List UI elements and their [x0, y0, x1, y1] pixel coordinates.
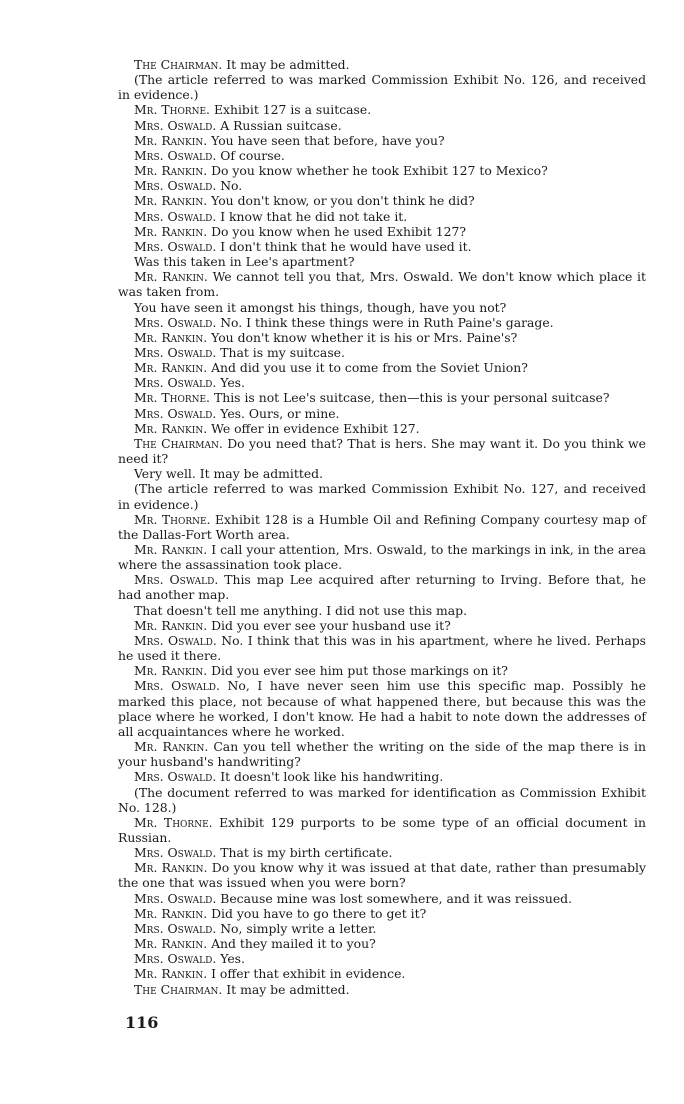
statement-text: You have seen it amongst his things, though, have you not? — [134, 299, 507, 315]
statement-text: Do you know why it was issued at that date, rather than presumably the one that was issued when you were born? — [118, 860, 646, 891]
testimony-line — [118, 815, 646, 845]
transcript-body — [118, 57, 646, 997]
speaker-name: Mrs. Oswald. — [134, 208, 217, 224]
speaker-name: Mrs. Oswald. — [134, 769, 217, 785]
testimony-line — [118, 921, 646, 936]
statement-text: I know that he did not take it. — [220, 208, 408, 224]
statement-text: Was this taken in Lee's apartment? — [134, 254, 355, 270]
statement-text: That is my birth certificate. — [220, 845, 393, 861]
speaker-name: Mr. Rankin. — [134, 163, 208, 179]
statement-text: I call your attention, Mrs. Oswald, to the markings in ink, in the area where the assassination took place. — [118, 542, 646, 573]
statement-text: It may be admitted. — [226, 981, 350, 997]
testimony-line — [118, 406, 646, 421]
speaker-name: Mrs. Oswald. — [134, 375, 217, 391]
statement-text: Exhibit 128 is a Humble Oil and Refining Company courtesy map of the Dallas-Fort Worth area. — [118, 511, 646, 542]
statement-text: This map Lee acquired after returning to Irving. Before that, he had another map. — [118, 572, 646, 603]
statement-text: A Russian suitcase. — [220, 117, 342, 133]
testimony-note — [118, 254, 646, 269]
testimony-line — [118, 163, 646, 178]
testimony-line — [118, 421, 646, 436]
testimony-line — [118, 133, 646, 148]
testimony-note — [118, 466, 646, 481]
testimony-line — [118, 102, 646, 117]
speaker-name: Mrs. Oswald. — [134, 920, 217, 936]
speaker-name: Mrs. Oswald. — [134, 178, 217, 194]
speaker-name: The Chairman. — [134, 981, 223, 997]
statement-text: No. I think these things were in Ruth Paine's garage. — [220, 314, 554, 330]
speaker-name: Mrs. Oswald. — [134, 238, 217, 254]
speaker-name: Mr. Rankin. — [134, 329, 208, 345]
speaker-name: Mr. Rankin. — [134, 936, 208, 952]
speaker-name: Mr. Rankin. — [134, 905, 208, 921]
speaker-name: Mrs. Oswald. — [134, 344, 217, 360]
statement-text: I don't think that he would have used it. — [220, 238, 472, 254]
testimony-line — [118, 891, 646, 906]
speaker-name: Mr. Rankin. — [134, 223, 208, 239]
statement-text: Did you ever see him put those markings on it? — [211, 663, 508, 679]
testimony-line — [118, 148, 646, 163]
speaker-name: Mrs. Oswald. — [134, 951, 217, 967]
testimony-line — [118, 178, 646, 193]
testimony-line — [118, 269, 646, 299]
speaker-name: Mr. Rankin. — [134, 420, 208, 436]
speaker-name: Mrs. Oswald. — [134, 572, 219, 588]
speaker-name: Mr. Rankin. — [134, 617, 208, 633]
testimony-line — [118, 769, 646, 784]
speaker-name: Mrs. Oswald. — [134, 845, 217, 861]
testimony-line — [118, 845, 646, 860]
testimony-line — [118, 678, 646, 739]
testimony-line — [118, 345, 646, 360]
testimony-line — [118, 239, 646, 254]
testimony-note — [118, 300, 646, 315]
speaker-name: Mrs. Oswald. — [134, 314, 217, 330]
speaker-name: Mrs. Oswald. — [134, 117, 217, 133]
statement-text: I offer that exhibit in evidence. — [211, 966, 406, 982]
statement-text: And they mailed it to you? — [211, 936, 376, 952]
statement-text: This is not Lee's suitcase, then—this is your personal suitcase? — [213, 390, 610, 406]
speaker-name: Mr. Rankin. — [134, 739, 209, 755]
testimony-note — [118, 72, 646, 102]
testimony-line — [118, 982, 646, 997]
statement-text: (The article referred to was marked Commission Exhibit No. 127, and received in evidence.) — [118, 481, 646, 512]
testimony-note — [118, 785, 646, 815]
testimony-line — [118, 315, 646, 330]
statement-text: That is my suitcase. — [220, 344, 345, 360]
statement-text: No. I think that this was in his apartment, where he lived. Perhaps he used it there. — [118, 632, 646, 664]
testimony-line — [118, 739, 646, 769]
statement-text: No, I have never seen him use this specific map. Possibly he marked this place, not because of what happened there, but because this was the place where he worked, I don't know. He had a habit to note down the addresses of all acquaintances where he worked. — [118, 678, 646, 739]
testimony-line — [118, 542, 646, 572]
testimony-line — [118, 193, 646, 208]
statement-text: Exhibit 127 is a suitcase. — [213, 102, 372, 118]
testimony-note — [118, 603, 646, 618]
statement-text: (The document referred to was marked for identification as Commission Exhibit No. 128.) — [118, 784, 646, 815]
statement-text: Exhibit 129 purports to be some type of an official document in Russian. — [118, 814, 646, 845]
statement-text: You have seen that before, have you? — [211, 132, 445, 148]
testimony-line — [118, 906, 646, 921]
statement-text: No. — [220, 178, 243, 194]
testimony-line — [118, 390, 646, 405]
testimony-line — [118, 360, 646, 375]
speaker-name: Mr. Rankin. — [134, 663, 208, 679]
statement-text: It doesn't look like his handwriting. — [220, 769, 444, 785]
speaker-name: Mr. Thorne. — [134, 511, 211, 527]
speaker-name: Mr. Rankin. — [134, 193, 208, 209]
statement-text: Do you need that? That is hers. She may want it. Do you think we need it? — [118, 435, 646, 467]
statement-text: Did you ever see your husband use it? — [211, 617, 451, 633]
statement-text: Very well. It may be admitted. — [134, 466, 324, 482]
statement-text: Did you have to go there to get it? — [211, 905, 427, 921]
statement-text: We cannot tell you that, Mrs. Oswald. We don't know which place it was taken from. — [118, 269, 646, 300]
testimony-line — [118, 330, 646, 345]
testimony-line — [118, 512, 646, 542]
page-number: 116 — [125, 1013, 159, 1032]
speaker-name: Mrs. Oswald. — [134, 632, 217, 648]
speaker-name: Mr. Thorne. — [134, 814, 213, 830]
statement-text: And did you use it to come from the Soviet Union? — [211, 360, 528, 376]
statement-text: It may be admitted. — [226, 57, 350, 72]
statement-text: No, simply write a letter. — [220, 920, 377, 936]
testimony-line — [118, 633, 646, 663]
testimony-line — [118, 209, 646, 224]
statement-text: Yes. Ours, or mine. — [220, 405, 340, 421]
testimony-line — [118, 57, 646, 72]
testimony-line — [118, 951, 646, 966]
testimony-line — [118, 860, 646, 890]
statement-text: Can you tell whether the writing on the side of the map there is in your husband's handwriting? — [118, 739, 646, 770]
testimony-line — [118, 966, 646, 981]
testimony-line — [118, 436, 646, 466]
statement-text: Do you know when he used Exhibit 127? — [211, 223, 467, 239]
speaker-name: The Chairman. — [134, 57, 223, 72]
testimony-line — [118, 663, 646, 678]
statement-text: You don't know, or you don't think he did? — [211, 193, 475, 209]
statement-text: That doesn't tell me anything. I did not use this map. — [134, 602, 468, 618]
speaker-name: Mrs. Oswald. — [134, 678, 220, 694]
speaker-name: Mr. Rankin. — [134, 132, 208, 148]
testimony-line — [118, 224, 646, 239]
statement-text: You don't know whether it is his or Mrs. Paine's? — [211, 329, 518, 345]
statement-text: (The article referred to was marked Commission Exhibit No. 126, and received in evidence.) — [118, 72, 646, 103]
testimony-line — [118, 936, 646, 951]
speaker-name: Mrs. Oswald. — [134, 405, 217, 421]
speaker-name: Mr. Rankin. — [134, 860, 208, 876]
testimony-line — [118, 572, 646, 602]
testimony-line — [118, 618, 646, 633]
statement-text: Yes. — [220, 375, 245, 391]
testimony-line — [118, 375, 646, 390]
speaker-name: Mr. Rankin. — [134, 360, 208, 376]
testimony-note — [118, 481, 646, 511]
speaker-name: Mr. Rankin. — [134, 269, 208, 285]
speaker-name: Mr. Rankin. — [134, 966, 208, 982]
statement-text: Yes. — [220, 951, 245, 967]
statement-text: Do you know whether he took Exhibit 127 to Mexico? — [211, 163, 548, 179]
statement-text: We offer in evidence Exhibit 127. — [211, 420, 420, 436]
statement-text: Because mine was lost somewhere, and it was reissued. — [220, 890, 573, 906]
speaker-name: The Chairman. — [134, 435, 223, 451]
speaker-name: Mrs. Oswald. — [134, 890, 217, 906]
speaker-name: Mr. Rankin. — [134, 542, 208, 557]
speaker-name: Mrs. Oswald. — [134, 147, 217, 163]
statement-text: Of course. — [220, 147, 285, 163]
testimony-line — [118, 118, 646, 133]
speaker-name: Mr. Thorne. — [134, 102, 210, 118]
speaker-name: Mr. Thorne. — [134, 390, 210, 406]
